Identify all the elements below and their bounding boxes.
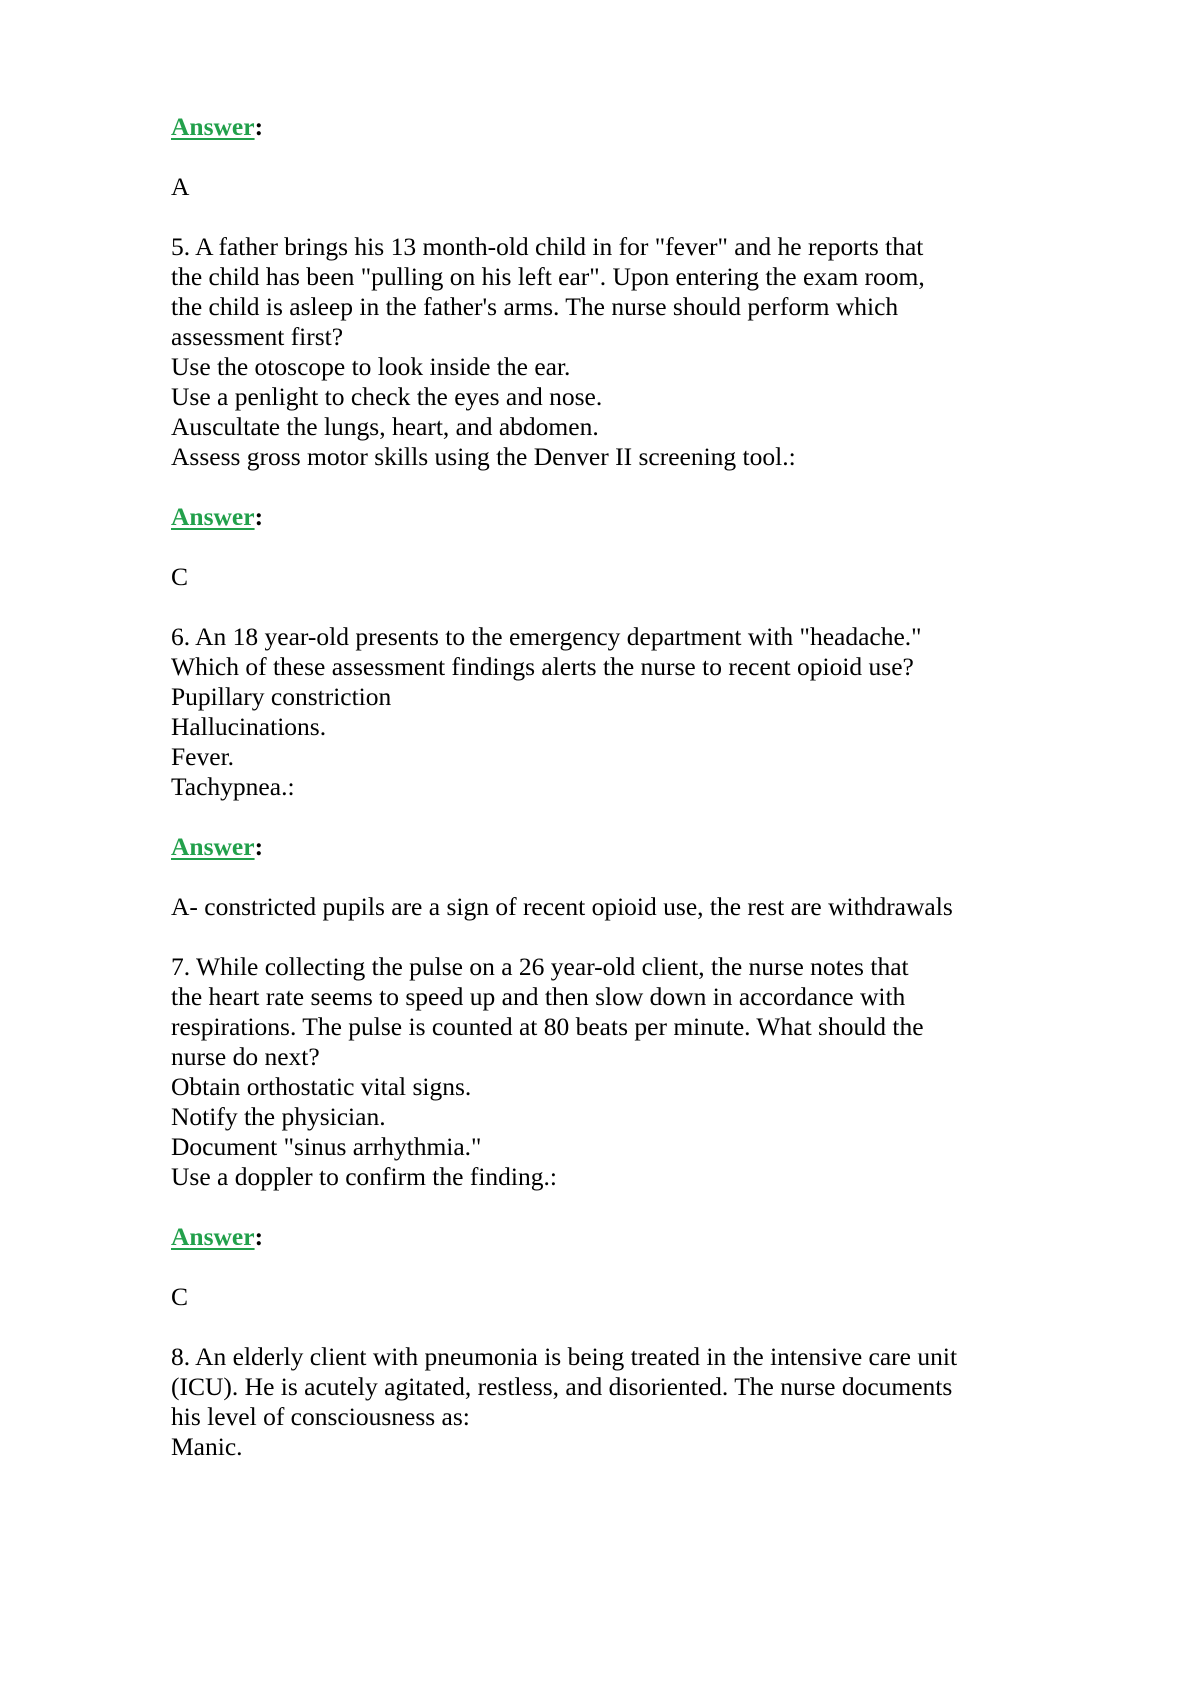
question-text-line: 6. An 18 year-old presents to the emergency department with "headache.": [171, 622, 922, 651]
answer-option: Tachypnea.:: [171, 772, 295, 801]
question-text-line: 7. While collecting the pulse on a 26 year-old client, the nurse notes that: [171, 952, 909, 981]
answer-option: Manic.: [171, 1432, 243, 1461]
answer-value: C: [171, 562, 189, 591]
answer-colon: :: [254, 832, 264, 861]
question-text-line: the child is asleep in the father's arms. The nurse should perform which: [171, 292, 899, 321]
answer-option: Obtain orthostatic vital signs.: [171, 1072, 472, 1101]
question-text-line: Which of these assessment findings alerts the nurse to recent opioid use?: [171, 652, 914, 681]
answer-option: Notify the physician.: [171, 1102, 386, 1131]
answer-option: Use a doppler to confirm the finding.:: [171, 1162, 557, 1191]
answer-option: Fever.: [171, 742, 235, 771]
answer-colon: :: [254, 1222, 264, 1251]
answer-option: Pupillary constriction: [171, 682, 392, 711]
answer-option: Assess gross motor skills using the Denver II screening tool.:: [171, 442, 796, 471]
answer-heading: [171, 831, 263, 863]
question-text-line: (ICU). He is acutely agitated, restless, and disoriented. The nurse documents: [171, 1372, 953, 1401]
question-text-line: nurse do next?: [171, 1042, 320, 1071]
question-text-line: his level of consciousness as:: [171, 1402, 470, 1431]
question-text-line: the child has been "pulling on his left ear". Upon entering the exam room,: [171, 262, 925, 291]
answer-value: A: [171, 172, 190, 201]
question-text-line: assessment first?: [171, 322, 344, 351]
answer-option: Hallucinations.: [171, 712, 327, 741]
answer-option: Auscultate the lungs, heart, and abdomen.: [171, 412, 599, 441]
answer-option: Use a penlight to check the eyes and nose.: [171, 382, 603, 411]
answer-heading: [171, 501, 263, 533]
answer-link[interactable]: Answer: [171, 1222, 255, 1251]
answer-link[interactable]: Answer: [171, 502, 255, 531]
answer-option: Document "sinus arrhythmia.": [171, 1132, 482, 1161]
answer-heading: [171, 111, 263, 143]
answer-heading: [171, 1221, 263, 1253]
question-text-line: the heart rate seems to speed up and then slow down in accordance with: [171, 982, 906, 1011]
answer-link[interactable]: Answer: [171, 112, 255, 141]
answer-value: A- constricted pupils are a sign of recent opioid use, the rest are withdrawals: [171, 892, 953, 921]
answer-colon: :: [254, 502, 264, 531]
question-text-line: 5. A father brings his 13 month-old child in for "fever" and he reports that: [171, 232, 924, 261]
answer-link[interactable]: Answer: [171, 832, 255, 861]
question-text-line: 8. An elderly client with pneumonia is being treated in the intensive care unit: [171, 1342, 958, 1371]
answer-option: Use the otoscope to look inside the ear.: [171, 352, 571, 381]
question-text-line: respirations. The pulse is counted at 80 beats per minute. What should the: [171, 1012, 924, 1041]
answer-value: C: [171, 1282, 189, 1311]
answer-colon: :: [254, 112, 264, 141]
